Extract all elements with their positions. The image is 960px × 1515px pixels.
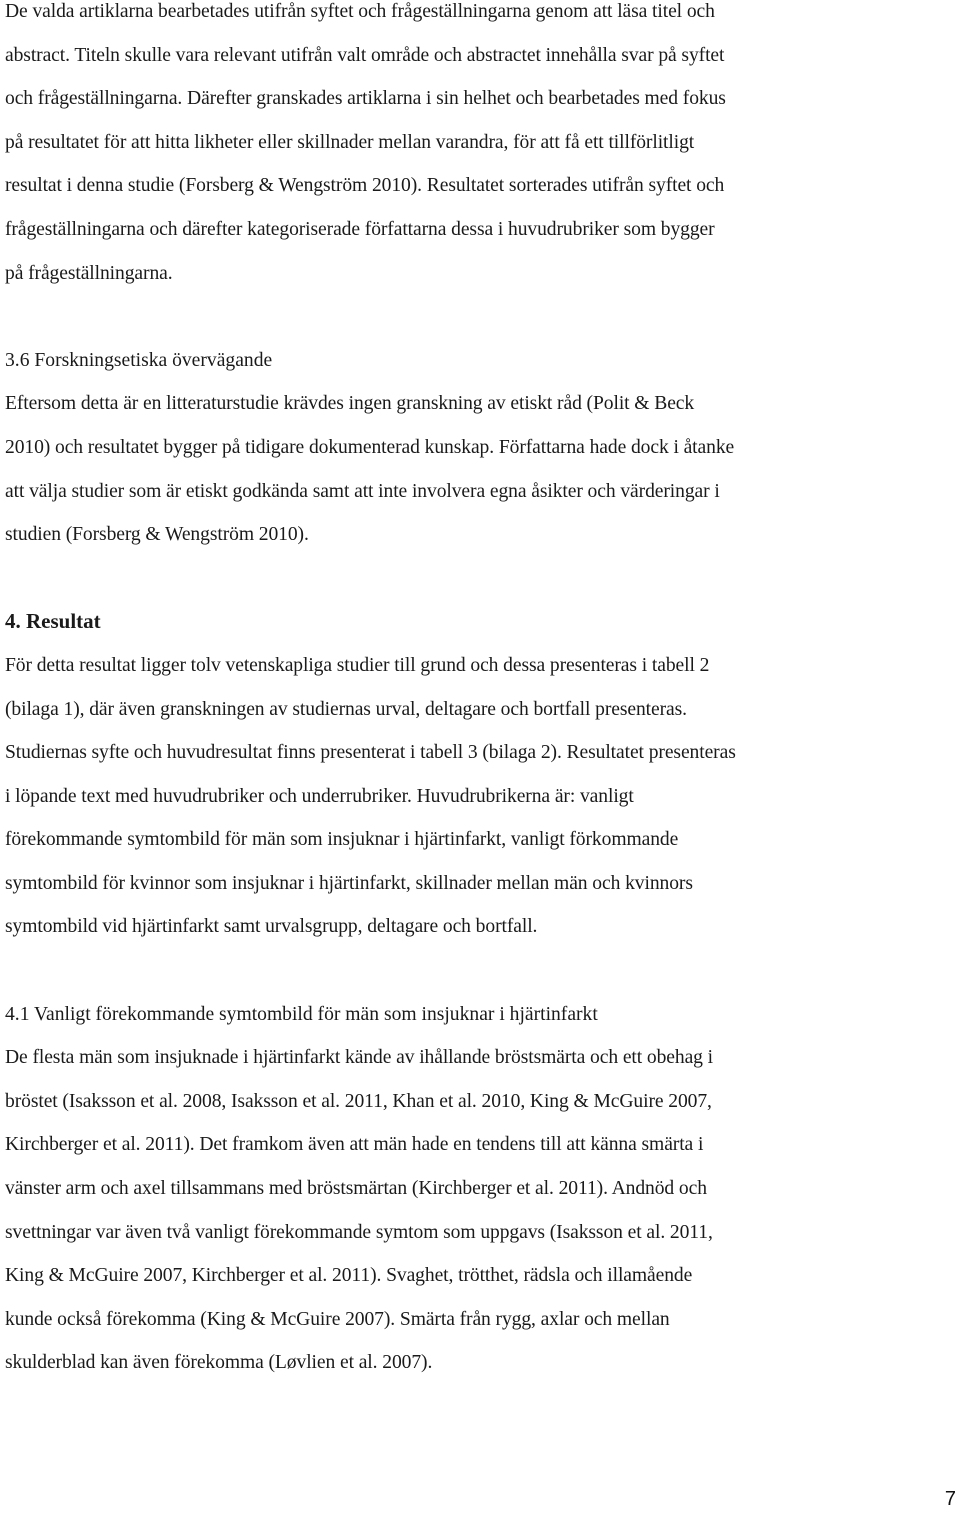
text-line: Studiernas syfte och huvudresultat finns presenterat i tabell 3 (bilaga 2). Resultatet presenteras [5, 742, 736, 764]
text-line: skulderblad kan även förekomma (Løvlien et al. 2007). [5, 1352, 433, 1374]
method-paragraph [5, 0, 960, 295]
document-page [5, 0, 960, 1385]
text-line: studien (Forsberg & Wengström 2010). [5, 524, 309, 546]
text-line: För detta resultat ligger tolv vetenskapliga studier till grund och dessa presenteras i tabell 2 [5, 654, 710, 676]
text-line: symtombild vid hjärtinfarkt samt urvalsgrupp, deltagare och bortfall. [5, 916, 538, 938]
text-line: bröstet (Isaksson et al. 2008, Isaksson et al. 2011, Khan et al. 2010, King & McGuire 2007, [5, 1090, 712, 1112]
text-line: på resultatet för att hitta likheter eller skillnader mellan varandra, för att få ett tillförlitligt [5, 131, 695, 153]
section-3-6-heading: 3.6 Forskningsetiska övervägande [5, 349, 273, 371]
text-line: att välja studier som är etiskt godkända samt att inte involvera egna åsikter och värderingar i [5, 480, 720, 502]
text-line: Eftersom detta är en litteraturstudie krävdes ingen granskning av etiskt råd (Polit & Beck [5, 393, 695, 415]
text-line: King & McGuire 2007, Kirchberger et al. 2011). Svaghet, trötthet, rädsla och illamående [5, 1265, 693, 1287]
text-line: 2010) och resultatet bygger på tidigare dokumenterad kunskap. Författarna hade dock i åtanke [5, 436, 735, 458]
text-line: svettningar var även två vanligt förekommande symtom som uppgavs (Isaksson et al. 2011, [5, 1221, 713, 1243]
text-line: kunde också förekomma (King & McGuire 2007). Smärta från rygg, axlar och mellan [5, 1308, 670, 1330]
text-line: resultat i denna studie (Forsberg & Wengström 2010). Resultatet sorterades utifrån syftet och [5, 175, 725, 197]
text-line: De flesta män som insjuknade i hjärtinfarkt kände av ihållande bröstsmärta och ett obehag i [5, 1047, 714, 1069]
text-line: förekommande symtombild för män som insjuknar i hjärtinfarkt, vanligt förkommande [5, 829, 679, 851]
paragraph-gap [5, 557, 960, 601]
text-line: (bilaga 1), där även granskningen av studiernas urval, deltagare och bortfall presenteras. [5, 698, 687, 720]
text-line: på frågeställningarna. [5, 262, 173, 284]
section-4-1-heading: 4.1 Vanligt förekommande symtombild för män som insjuknar i hjärtinfarkt [5, 1003, 598, 1025]
men-symptoms-paragraph [5, 1036, 960, 1385]
page-number: 7 [944, 1488, 956, 1510]
text-line: och frågeställningarna. Därefter granskades artiklarna i sin helhet och bearbetades med fokus [5, 88, 726, 110]
text-line: symtombild för kvinnor som insjuknar i hjärtinfarkt, skillnader mellan män och kvinnors [5, 872, 693, 894]
text-line: frågeställningarna och därefter kategoriserade författarna dessa i huvudrubriker som bygger [5, 218, 715, 240]
paragraph-gap [5, 295, 960, 339]
section-4-heading: 4. Resultat [5, 609, 101, 634]
text-line: De valda artiklarna bearbetades utifrån syftet och frågeställningarna genom att läsa titel och [5, 1, 715, 22]
text-line: abstract. Titeln skulle vara relevant utifrån valt område och abstractet innehålla svar på syftet [5, 44, 725, 66]
text-line: i löpande text med huvudrubriker och underrubriker. Huvudrubrikerna är: vanligt [5, 785, 634, 807]
text-line: vänster arm och axel tillsammans med bröstsmärtan (Kirchberger et al. 2011). Andnöd och [5, 1178, 707, 1200]
paragraph-gap [5, 949, 960, 993]
results-intro-paragraph [5, 644, 960, 949]
text-line: Kirchberger et al. 2011). Det framkom även att män hade en tendens till att känna smärta i [5, 1134, 704, 1156]
ethics-paragraph [5, 382, 960, 556]
